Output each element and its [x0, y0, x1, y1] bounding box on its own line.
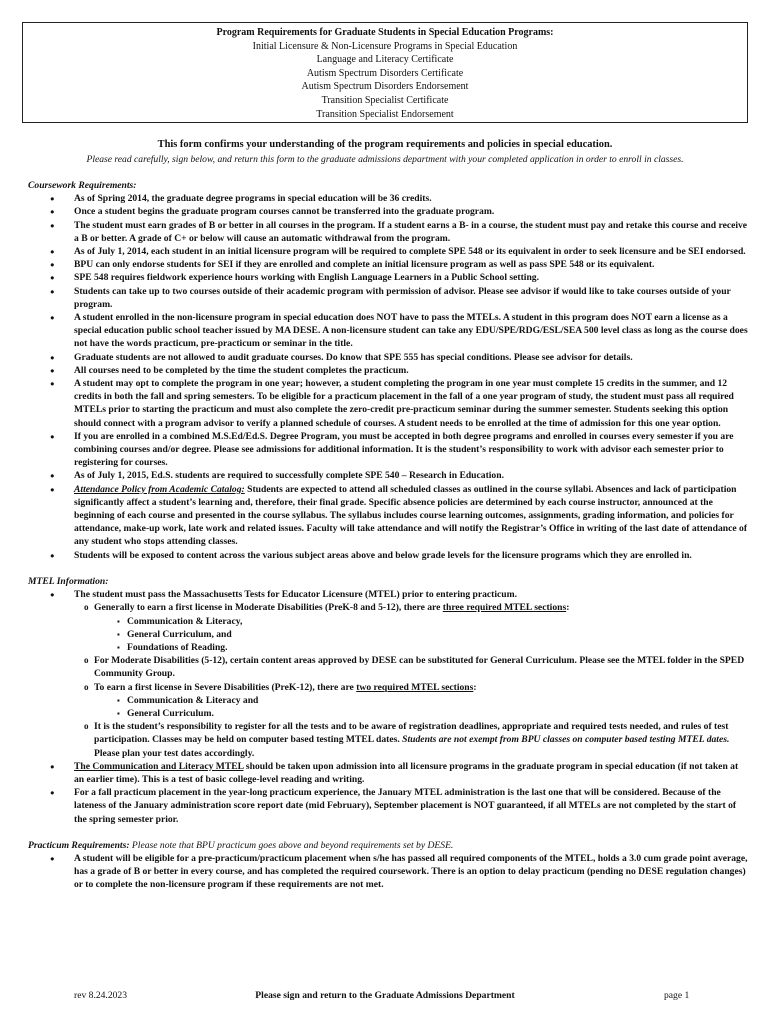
- sub-item: [74, 654, 748, 680]
- moderate-test-list: [94, 615, 748, 655]
- sub-item: [74, 601, 748, 654]
- list-item: ● The student must earn grades of B or better in all courses in the program. If a student earns a B- in a course, the student must pay and retake this course and receive a B or better. A grade of C+ or below will cause an automatic withdrawal from the program.: [28, 219, 748, 245]
- text-run: should be taken upon admission into all licensure programs in the graduate program in special education (if not taken at an earlier time). This is a test of basic college-level reading and writing.: [74, 760, 739, 785]
- program-name: Transition Specialist Endorsement: [316, 108, 454, 120]
- list-item: ● BPU can only endorse students for SEI if they are enrolled and complete an initial licensure program as well as pass SPE 548 or its equivalent.: [28, 258, 748, 271]
- list-item: ● If you are enrolled in a combined M.S.Ed/Ed.S. Degree Program, you must be accepted in both degree programs and enrolled in courses every semester if you are combining courses and/or degree. Please see admissions for additional information. It is the student’s responsibility to work with advisor each semester prior to registering for courses.: [28, 430, 748, 470]
- confirmation-statement: This form confirms your understanding of the program requirements and policies in special education.: [157, 139, 613, 150]
- list-item: ● SPE 548 requires fieldwork experience hours working with English Language Learners in a Public School setting.: [28, 271, 748, 284]
- coursework-section: [28, 179, 748, 562]
- practicum-section: [28, 839, 748, 892]
- text-run: three required MTEL sections: [442, 602, 567, 614]
- document-title: Program Requirements for Graduate Students in Special Education Programs:: [216, 27, 554, 38]
- test-item: ▪ Foundations of Reading.: [94, 641, 748, 654]
- practicum-heading: Practicum Requirements:: [28, 839, 130, 851]
- list-item: ● A student will be eligible for a pre-practicum/practicum placement when s/he has passed all required components of the MTEL, holds a 3.0 cum grade point average, has a grade of B or better in every course, and has completed the required coursework. There is an option to delay practicum (pending no DESE regulation changes) or to complete the non-licensure program if these requirements are not met.: [28, 852, 748, 892]
- instruction-line: Please read carefully, sign below, and return this form to the graduate admissions department with your completed application in order to enroll in classes.: [86, 154, 684, 165]
- program-name: Autism Spectrum Disorders Certificate: [306, 67, 464, 79]
- list-item: ● Students will be exposed to content across the various subject areas above and below grade levels for the licensure programs which they are enrolled in.: [28, 549, 748, 562]
- test-item: ▪ General Curriculum.: [94, 707, 748, 720]
- text-run: The Communication and Literacy MTEL: [74, 760, 244, 772]
- sub-item: [74, 720, 748, 760]
- text-run: , there are: [312, 681, 357, 693]
- practicum-heading-line: [28, 839, 748, 852]
- document-body: [28, 179, 748, 905]
- list-item: [28, 483, 748, 549]
- text-run: :: [473, 681, 477, 693]
- list-item: [28, 760, 748, 786]
- program-name: Autism Spectrum Disorders Endorsement: [301, 81, 469, 93]
- sub-item: [74, 681, 748, 721]
- mtel-section: [28, 575, 748, 826]
- severe-test-list: [94, 694, 748, 720]
- text-run: two required MTEL sections: [356, 681, 474, 693]
- list-item: ● As of July 1, 2014, each student in an initial licensure program will be required to complete SPE 548 or its equivalent in order to seek licensure and be SEI endorsed.: [28, 245, 748, 258]
- list-item: ● Graduate students are not allowed to audit graduate courses. Do know that SPE 555 has special conditions. Please see advisor for details.: [28, 351, 748, 364]
- text-run: To earn a first license in: [94, 681, 195, 693]
- text-run: Massachusetts Tests for Educator Licensure (MTEL) prior to entering practicum: [183, 589, 515, 601]
- text-run: :: [566, 602, 570, 614]
- list-item: ● As of Spring 2014, the graduate degree programs in special education will be 36 credits.: [28, 192, 748, 205]
- text-run: For: [94, 655, 112, 667]
- text-run: Generally to earn a first license in: [94, 602, 235, 614]
- text-run: Students are not exempt from BPU classes on computer based testing MTEL dates.: [402, 734, 730, 746]
- mtel-heading: MTEL Information:: [28, 575, 109, 587]
- text-run: The student must pass the: [74, 589, 184, 601]
- text-run: , there are: [398, 602, 443, 614]
- practicum-note: Please note that BPU practicum goes above and beyond requirements set by DESE.: [129, 839, 454, 851]
- text-run: .: [514, 589, 518, 601]
- text-run: Please plan your test dates accordingly.: [94, 747, 255, 759]
- list-item: ● All courses need to be completed by the time the student completes the practicum.: [28, 364, 748, 377]
- test-item: ▪ General Curriculum, and: [94, 628, 748, 641]
- coursework-list: [28, 192, 748, 562]
- coursework-heading: Coursework Requirements:: [28, 180, 137, 191]
- list-item: [28, 588, 748, 760]
- text-run: Severe Disabilities (PreK-12): [194, 681, 313, 693]
- practicum-list: [28, 852, 748, 892]
- test-item: ▪ Communication & Literacy,: [94, 615, 748, 628]
- attendance-policy-label: Attendance Policy from Academic Catalog:: [74, 483, 245, 495]
- program-name: Initial Licensure & Non-Licensure Programs in Special Education: [252, 40, 518, 52]
- footer-instruction: Please sign and return to the Graduate Admissions Department: [255, 990, 515, 1001]
- program-title-box: [22, 22, 748, 123]
- test-item: ▪ Communication & Literacy and: [94, 694, 748, 707]
- mtel-sublist: [74, 601, 748, 759]
- program-name: Transition Specialist Certificate: [321, 94, 449, 106]
- list-item: ● Once a student begins the graduate program courses cannot be transferred into the graduate program.: [28, 205, 748, 218]
- text-run: It is the student’s responsibility to register for all the tests and to be aware of registration deadlines, appropriate and required tests needed, and rules of test participation. Classes may be held on computer based testing MTEL dates.: [94, 721, 729, 746]
- revision-date: rev 8.24.2023: [74, 990, 128, 1001]
- list-item: ● For a fall practicum placement in the year-long practicum experience, the January MTEL administration is the last one that will be considered. Because of the lateness of the January administration score report date (mid February), September placement is NOT guaranteed, if all MTELs are not completed by the start of the spring semester prior.: [28, 786, 748, 826]
- program-name: Language and Literacy Certificate: [316, 54, 454, 66]
- attendance-policy-text: Students are expected to attend all scheduled classes as outlined in the course syllabi. Absences and lack of participation significantly affect a student’s learning and, therefore, their final grade. Specific absence policies are determined by each course instructor, announced at the beginning of each course and presented in the course syllabus. The syllabus includes course learning outcomes, assignments, grading information, and policies for attendance, make-up work, late work and related issues. Faculty will take attendance and will notify the Registrar’s Office in writing of the last date of attendance of any student who stops attending classes.: [74, 483, 748, 548]
- text-run: Moderate Disabilities (5-12),: [111, 655, 228, 667]
- text-run: Moderate Disabilities (PreK-8 and 5-12): [234, 602, 399, 614]
- list-item: ● A student may opt to complete the program in one year; however, a student completing the program in one year must complete 15 credits in the summer, and 12 credits in both the fall and spring semesters. To be eligible for a practicum placement in the fall of a one year program of study, the student must pass all required MTELs prior to starting the practicum and must also complete the zero-credit pre-practicum seminar during the summer semester. Students seeking this option should connect with a program advisor to verify a planned schedule of courses. A student needs to be enrolled at the time of admission for this one year option.: [28, 377, 748, 430]
- mtel-list: [28, 588, 748, 826]
- text-run: certain content areas approved by DESE can be substituted for General Curriculum. Please see the MTEL folder in the SPED Community Group.: [94, 655, 745, 680]
- list-item: ● A student enrolled in the non-licensure program in special education does NOT have to pass the MTELs. A student in this program does NOT earn a license as a special education public school teacher issued by MA DESE. A non-licensure student can take any EDU/SPE/RDG/ESL/SEA 500 level class as long as the course does not have the words practicum, pre-practicum or seminar in the title.: [28, 311, 748, 351]
- list-item: ● As of July 1, 2015, Ed.S. students are required to successfully complete SPE 540 – Research in Education.: [28, 469, 748, 482]
- list-item: ● Students can take up to two courses outside of their academic program with permission of advisor. Please see advisor if would like to take courses outside of your program.: [28, 285, 748, 311]
- page-number: page 1: [664, 990, 690, 1001]
